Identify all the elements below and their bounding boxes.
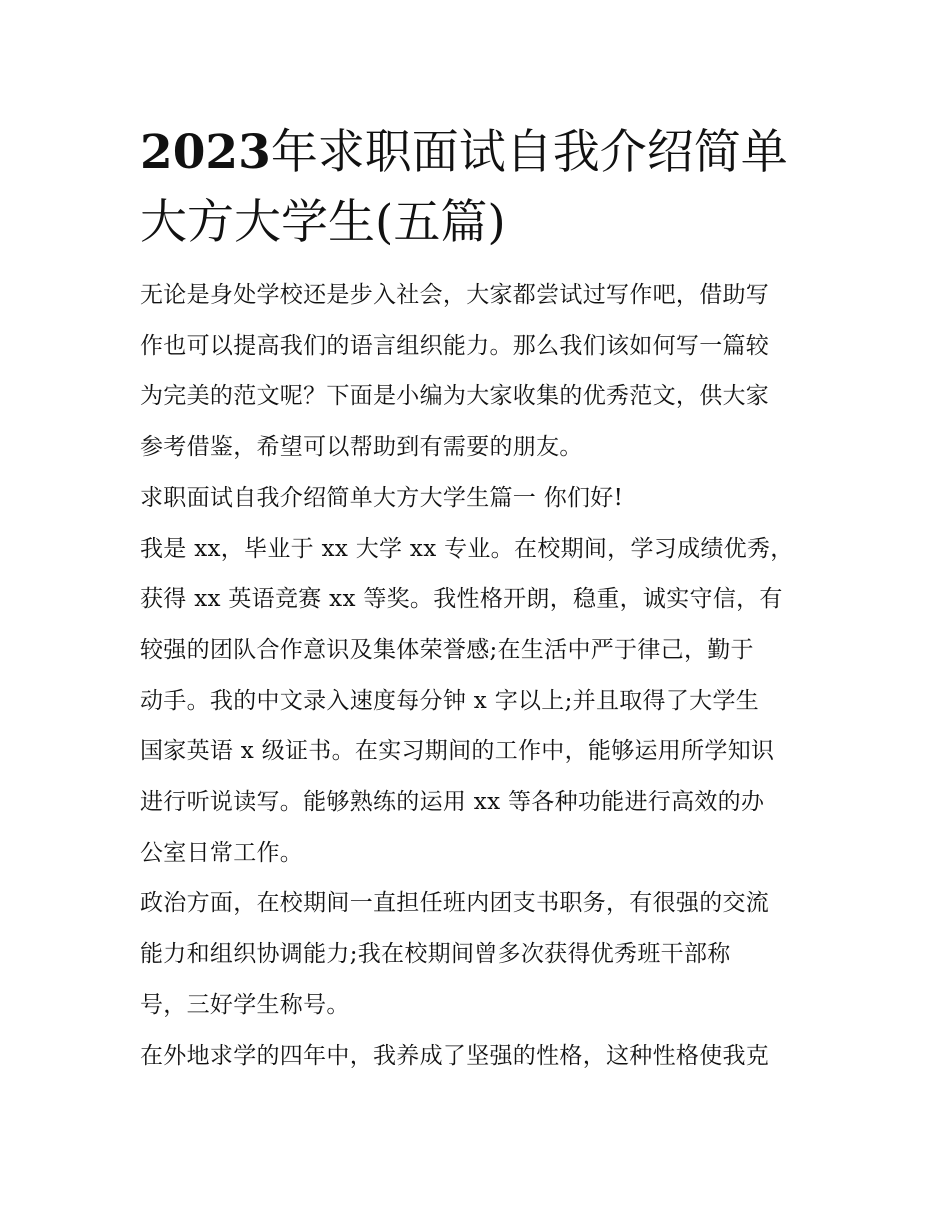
paragraph-line: 作也可以提高我们的语言组织能力。那么我们该如何写一篇较 — [140, 332, 770, 359]
paragraph-politics — [140, 878, 812, 1030]
paragraph-line: 政治方面，在校期间一直担任班内团支书职务，有很强的交流 — [140, 890, 770, 917]
paragraph-self-intro — [140, 524, 812, 879]
paragraph-line: 公室日常工作。 — [140, 839, 304, 866]
paragraph-line: 我是 xx，毕业于 xx 大学 xx 专业。在校期间，学习成绩优秀， — [140, 535, 794, 562]
title-line1-rest: 年求职面试自我介绍简单 — [270, 125, 788, 180]
paragraph-intro — [140, 270, 812, 473]
paragraph-line: 获得 xx 英语竞赛 xx 等奖。我性格开朗，稳重，诚实守信，有 — [140, 586, 783, 613]
paragraph-line: 进行听说读写。能够熟练的运用 xx 等各种功能进行高效的办 — [140, 789, 765, 816]
paragraph-line: 能力和组织协调能力;我在校期间曾多次获得优秀班干部称 — [140, 941, 731, 968]
paragraph-section-heading — [140, 473, 812, 524]
paragraph-line: 为完美的范文呢？下面是小编为大家收集的优秀范文，供大家 — [140, 383, 770, 410]
paragraph-line: 在外地求学的四年中，我养成了坚强的性格，这种性格使我克 — [140, 1042, 770, 1069]
title-year: 2023 — [140, 125, 271, 180]
paragraph-line: 国家英语 x 级证书。在实习期间的工作中，能够运用所学知识 — [140, 738, 775, 765]
document-title — [140, 118, 812, 258]
title-line2: 大方大学生(五篇) — [140, 195, 506, 250]
paragraph-line: 求职面试自我介绍简单大方大学生篇一 你们好! — [140, 484, 624, 511]
paragraph-line: 参考借鉴，希望可以帮助到有需要的朋友。 — [140, 434, 583, 461]
paragraph-line: 动手。我的中文录入速度每分钟 x 字以上;并且取得了大学生 — [140, 687, 760, 714]
document-content — [140, 118, 812, 1081]
paragraph-line: 无论是身处学校还是步入社会，大家都尝试过写作吧，借助写 — [140, 282, 770, 308]
paragraph-line: 号，三好学生称号。 — [140, 991, 350, 1018]
paragraph-line: 较强的团队合作意识及集体荣誉感;在生活中严于律己，勤于 — [140, 636, 754, 663]
paragraph-character — [140, 1031, 812, 1082]
